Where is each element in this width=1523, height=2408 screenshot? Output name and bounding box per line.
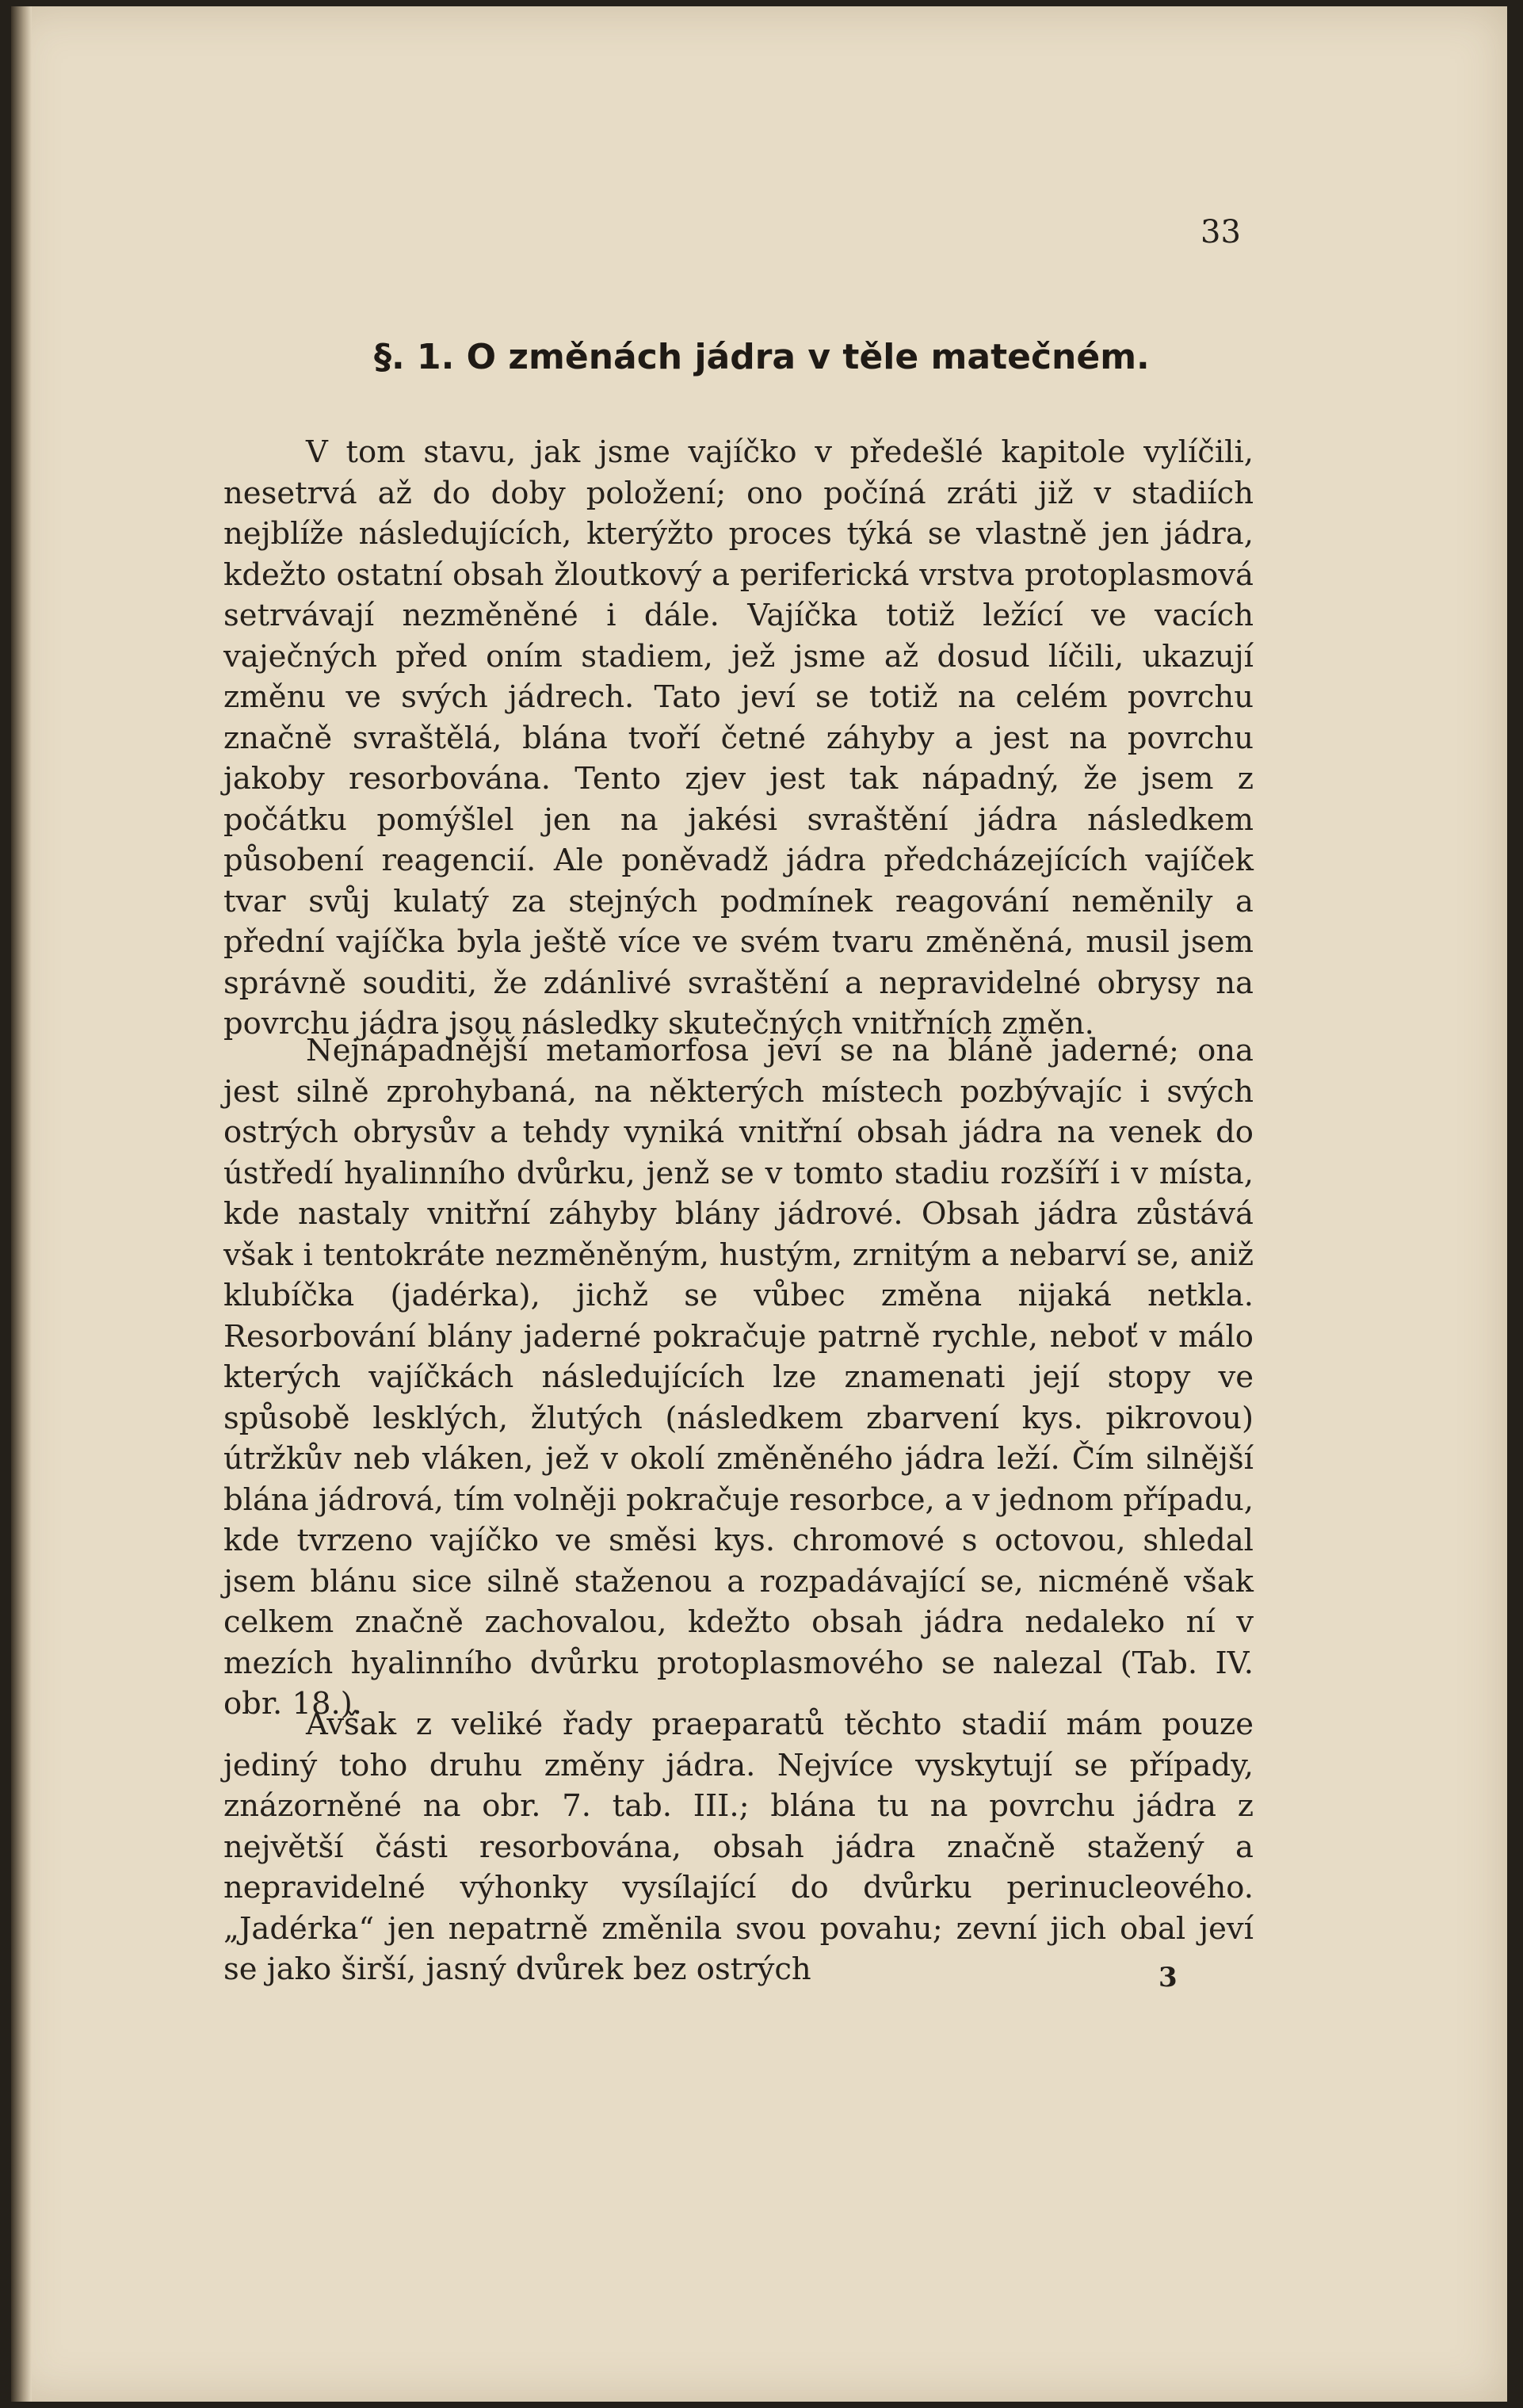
paragraph-2: Nejnápadnější metamorfosa jeví se na bláně jaderné; ona jest silně zprohybaná, na některých místech pozbývajíc i svých ostrých obrysův a tehdy vyniká vnitřní obsah jádra na venek do ústředí hyalinního dvůrku, jenž se v tomto stadiu rozšíří i v místa, kde nastaly vnitřní záhyby blány jádrové. Obsah jádra zůstává však i tentokráte nezměněným, hustým, zrnitým a nebarví se, aniž klubíčka (jadérka), jichž se vůbec změna nijaká netkla. Resorbování blány jaderné pokračuje patrně rychle, neboť v málo kterých vajíčkách následujících lze znamenati její stopy ve spůsobě lesklých, žlutých (následkem zbarvení kys. pikrovou) útržkův neb vláken, jež v okolí změněného jádra leží. Čím silnější blána jádrová, tím volněji pokračuje resorbce, a v jednom případu, kde tvrzeno vajíčko ve směsi kys. chromové s octovou, shledal jsem blánu sice silně staženou a rozpadávající se, nicméně však celkem značně zachovalou, kdežto obsah jádra nedaleko ní v mezích hyalinního dvůrku protoplasmového se nalezal (Tab. IV. obr. 18.). [223,1033,1254,1722]
signature-mark: 3 [1158,1962,1178,1993]
page-number: 33 [1200,214,1241,250]
book-spine-shadow [11,6,32,2402]
paragraph-1: V tom stavu, jak jsme vajíčko v předešlé kapitole vylíčili, nesetrvá až do doby položení; ono počíná zráti již v stadiích nejblíže následujících, kterýžto proces týká se vlastně jen jádra, kdežto ostatní obsah žloutkový a periferická vrstva protoplasmová setrvávají nezměněné i dále. Vajíčka totiž ležící ve vacích vaječných před oním stadiem, jež jsme až dosud líčili, ukazují změnu ve svých jádrech. Tato jeví se totiž na celém povrchu značně svraštělá, blána tvoří četné záhyby a jest na povrchu jakoby resorbována. Tento zjev jest tak nápadný, že jsem z počátku pomýšlel jen na jakési svraštění jádra následkem působení reagencií. Ale poněvadž jádra předcházejících vajíček tvar svůj kulatý za stejných podmínek reagování neměnily a přední vajíčka byla ještě více ve svém tvaru změněná, musil jsem správně souditi, že zdánlivé svraštění a nepravidelné obrysy na povrchu jádra jsou následky skutečných vnitřních změn. [223,434,1254,1042]
section-title: §. 1. O změnách jádra v těle matečném. [374,337,1150,377]
paragraph-3: Avšak z veliké řady praeparatů těchto stadií mám pouze jediný toho druhu změny jádra. Nejvíce vyskytují se případy, znázorněné na obr. 7. tab. III.; blána tu na povrchu jádra z největší části resorbována, obsah jádra značně stažený a nepravidelné výhonky vysílající do dvůrku perinucleového. „Jadérka“ jen nepatrně změnila svou povahu; zevní jich obal jeví se jako širší, jasný dvůrek bez ostrých [223,1707,1254,1987]
